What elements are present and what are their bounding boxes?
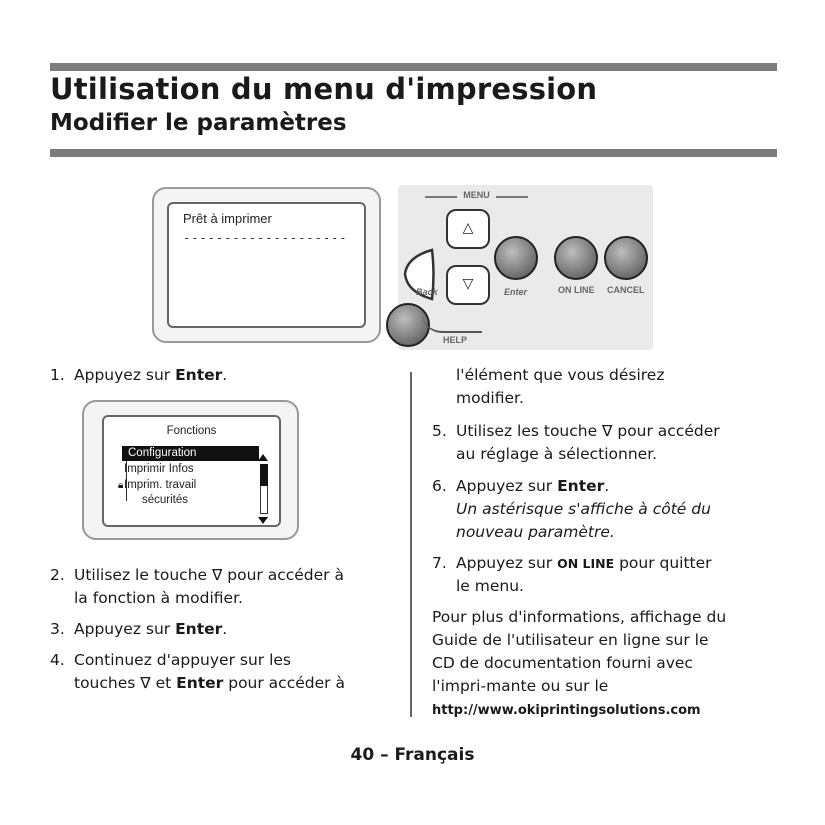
page-footer: 40 – Français: [350, 745, 475, 765]
cancel-button[interactable]: [604, 236, 648, 280]
left-column: 1. Appuyez sur Enter. 2. Utilisez le touche ∇ pour accéder à la fonction à modifier. 3. Appuyez sur Enter. 4. Continuez d'appuyer sur les touches ∇ et Enter pour accéder à: [50, 366, 345, 692]
help-connector: [422, 313, 482, 333]
column-divider: [410, 372, 412, 717]
online-button[interactable]: [554, 236, 598, 280]
submenu-display: [82, 400, 299, 540]
lcd-display: [152, 187, 381, 343]
online-label: ON LINE: [558, 285, 595, 295]
submenu-item-securites: sécurités: [142, 494, 189, 506]
lock-icon: 🔒︎: [118, 480, 124, 491]
submenu-illustration: [82, 400, 299, 540]
submenu-item-configuration: Configuration: [122, 446, 259, 461]
down-arrow-button[interactable]: ▽: [446, 265, 490, 305]
info-paragraph: Pour plus d'informations, affichage du Guide de l'utilisateur en ligne sur le CD de documentation fourni avec l'impri-mante ou sur le http://www.okiprintingsolutions.com: [432, 608, 727, 718]
lcd-screen: [167, 202, 366, 328]
control-panel-illustration: [150, 185, 655, 350]
header-bottom-rule: [50, 149, 777, 157]
scroll-thumb: [260, 464, 268, 486]
submenu-item-imprim-travail: Imprim. travail: [124, 479, 197, 491]
up-arrow-button[interactable]: △: [446, 209, 490, 249]
enter-label: Enter: [504, 287, 528, 297]
menu-label: MENU: [420, 190, 533, 202]
back-label: Back: [416, 287, 438, 297]
lcd-status-text: Prêt à imprimer: [183, 211, 272, 226]
submenu-screen: [102, 415, 281, 527]
submenu-title: Fonctions: [166, 425, 217, 437]
help-label: HELP: [443, 335, 468, 345]
page-title: Utilisation du menu d'impression: [50, 72, 598, 106]
website-link[interactable]: http://www.okiprintingsolutions.com: [432, 703, 701, 718]
page-subtitle: Modifier le paramètres: [50, 110, 347, 136]
lcd-dash-line: --------------------: [183, 231, 348, 245]
top-rule: [50, 63, 777, 71]
submenu-item-imprimir-infos: Imprimir Infos: [124, 463, 194, 475]
cancel-label: CANCEL: [607, 285, 645, 295]
help-button[interactable]: [386, 303, 430, 347]
right-column: l'élément que vous désirez modifier. 5. Utilisez les touche ∇ pour accéder au réglage à sélectionner. 6. Appuyez sur Enter. Un astérisque s'affiche à côté du nouveau paramètre. 7. Appuyez sur ON LINE pour quitter le menu. Pour plus d'informations, affichage du Guide de l'utilisateur en ligne sur le CD de documentation fourni avec l'impri-mante ou sur le http://www.okiprintingsolutions.com: [432, 364, 782, 724]
enter-button[interactable]: [494, 236, 538, 280]
scrollbar: [258, 454, 268, 524]
